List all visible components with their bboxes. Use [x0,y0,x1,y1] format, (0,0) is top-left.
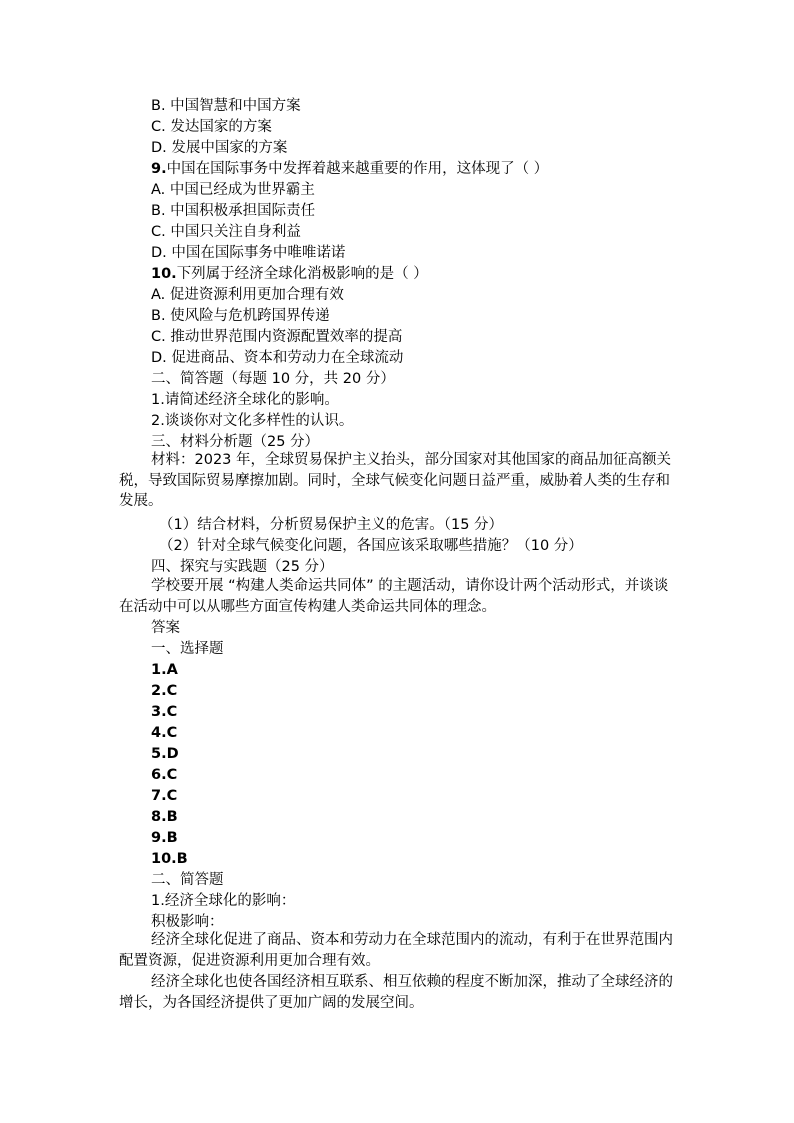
q9-number: 9. [151,161,167,177]
q9-option-d: D. 中国在国际事务中唯唯诺诺 [151,245,346,261]
section2-question-1: 1.请简述经济全球化的影响。 [151,392,339,408]
section3-question-2: （2）针对全球气候变化问题，各国应该采取哪些措施？（10 分） [159,538,583,554]
answers-section1-title: 一、选择题 [151,641,224,657]
answer-paragraph-1: 经济全球化促进了商品、资本和劳动力在全球范围内的流动，有利于在世界范围内配置资源，促进资源利用更加合理有效。 [119,932,673,969]
q10-option-a: A. 促进资源利用更加合理有效 [151,287,344,303]
q9-stem [151,159,548,179]
answers-section2-title: 二、简答题 [151,872,224,888]
section2-question-2: 2.谈谈你对文化多样性的认识。 [151,413,354,429]
q8-option-c: C. 发达国家的方案 [151,119,272,135]
section3-material: 材料：2023 年，全球贸易保护主义抬头，部分国家对其他国家的商品加征高额关税，导致国际贸易摩擦加剧。同时，全球气候变化问题日益严重，威胁着人类的生存和发展。 [119,452,672,510]
answer-choice: 10.B [151,851,188,867]
section3-question-1: （1）结合材料，分析贸易保护主义的危害。（15 分） [159,517,504,533]
q10-stem-text: 下列属于经济全球化消极影响的是（ ） [176,266,428,282]
answer-choice: 2.C [151,683,178,699]
answer-choice: 7.C [151,788,178,804]
answers-heading: 答案 [151,620,180,636]
q9-option-b: B. 中国积极承担国际责任 [151,203,316,219]
answer-paragraph-2: 经济全球化也使各国经济相互联系、相互依赖的程度不断加深，推动了全球经济的增长，为各国经济提供了更加广阔的发展空间。 [119,974,673,1011]
answer-choice: 6.C [151,767,178,783]
section4-prompt: 学校要开展 “构建人类命运共同体” 的主题活动，请你设计两个活动形式，并谈谈在活动中可以从哪些方面宣传构建人类命运共同体的理念。 [119,578,669,615]
q8-option-b: B. 中国智慧和中国方案 [151,98,301,114]
answer-choice: 4.C [151,725,178,741]
answer-choice: 1.A [151,662,178,678]
answer-1-title: 1.经济全球化的影响： [151,893,296,909]
q9-stem-text: 中国在国际事务中发挥着越来越重要的作用，这体现了（ ） [166,161,549,177]
answer-choice: 9.B [151,830,178,846]
positive-impact-label: 积极影响： [151,914,224,930]
q10-option-d: D. 促进商品、资本和劳动力在全球流动 [151,350,404,366]
answer-choice: 8.B [151,809,178,825]
section2-title: 二、简答题（每题 10 分，共 20 分） [151,371,395,387]
q9-option-a: A. 中国已经成为世界霸主 [151,182,315,198]
q8-option-d: D. 发展中国家的方案 [151,140,288,156]
answer-choice: 3.C [151,704,178,720]
section4-title: 四、探究与实践题（25 分） [151,559,334,575]
q10-option-b: B. 使风险与危机跨国界传递 [151,308,330,324]
q10-option-c: C. 推动世界范围内资源配置效率的提高 [151,329,403,345]
q9-option-c: C. 中国只关注自身利益 [151,224,301,240]
section3-title: 三、材料分析题（25 分） [151,434,320,450]
q10-stem [151,264,428,284]
q10-number: 10. [151,266,177,282]
answer-choice: 5.D [151,746,179,762]
